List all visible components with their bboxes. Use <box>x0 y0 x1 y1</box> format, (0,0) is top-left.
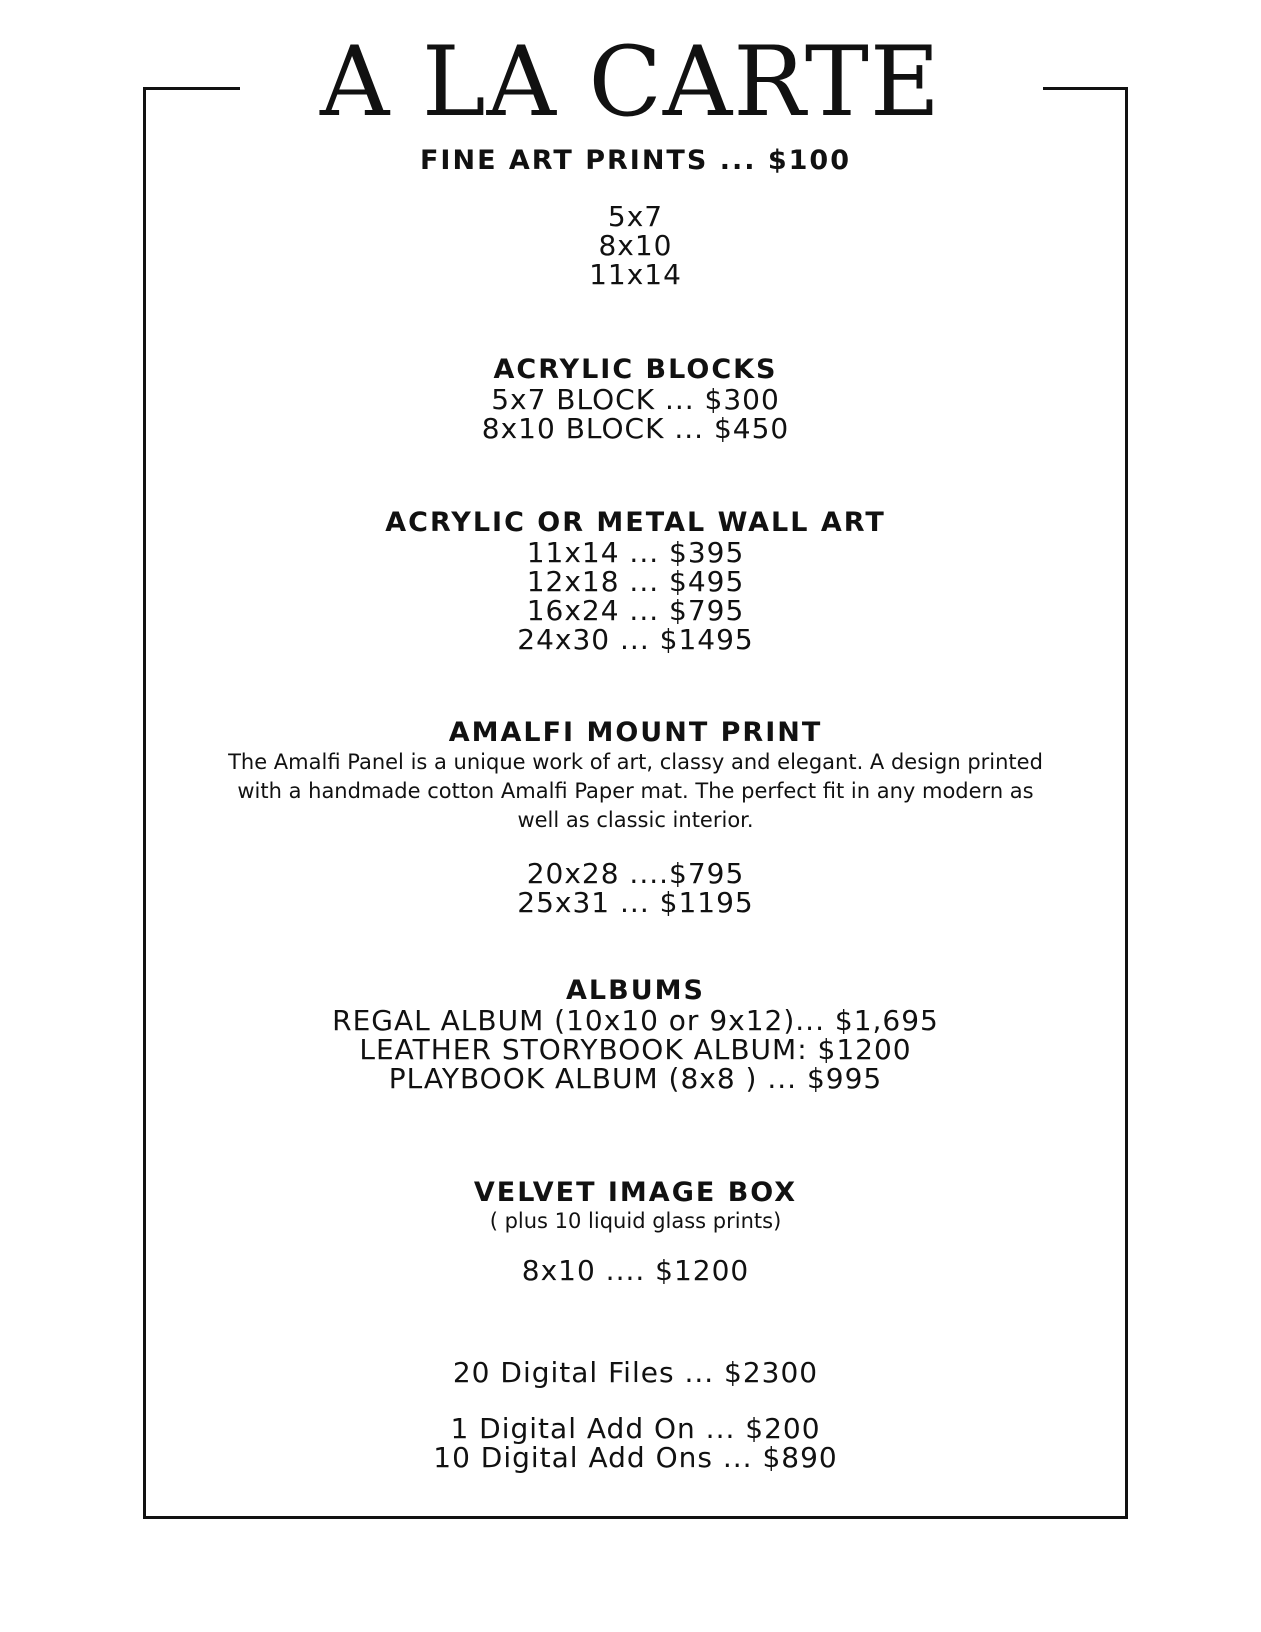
fine-art-size: 8x10 <box>598 229 673 262</box>
velvet-box-heading: VELVET IMAGE BOX <box>473 1177 798 1208</box>
amalfi-item: 20x28 ....$795 <box>526 857 745 890</box>
wall-art-item: 11x14 ... $395 <box>526 536 745 569</box>
section-wall-art <box>143 508 1128 654</box>
wall-art-item: 16x24 ... $795 <box>526 594 745 627</box>
wall-art-heading: ACRYLIC OR METAL WALL ART <box>385 507 886 538</box>
page-title: A LA CARTE <box>320 26 941 138</box>
section-acrylic-blocks <box>143 355 1128 443</box>
velvet-box-item: 8x10 .... $1200 <box>521 1254 750 1287</box>
section-albums <box>143 976 1128 1093</box>
acrylic-block-item: 8x10 BLOCK ... $450 <box>481 412 790 445</box>
acrylic-block-item: 5x7 BLOCK ... $300 <box>491 383 780 416</box>
amalfi-description: The Amalfi Panel is a unique work of art, classy and elegant. A design printed with a handmade cotton Amalfi Paper mat. The perfect fit in any modern as well as classic interior. <box>228 750 1043 832</box>
digital-add-on: 10 Digital Add Ons ... $890 <box>433 1441 838 1474</box>
fine-art-size: 11x14 <box>589 258 682 291</box>
velvet-box-note: ( plus 10 liquid glass prints) <box>489 1209 782 1233</box>
amalfi-item: 25x31 ... $1195 <box>517 886 754 919</box>
wall-art-item: 24x30 ... $1495 <box>517 623 754 656</box>
section-digital <box>143 1358 1128 1472</box>
section-velvet-image-box <box>143 1178 1128 1285</box>
acrylic-blocks-heading: ACRYLIC BLOCKS <box>493 354 778 385</box>
fine-art-heading: FINE ART PRINTS ... $100 <box>419 145 852 176</box>
album-item: PLAYBOOK ALBUM (8x8 ) ... $995 <box>388 1062 883 1095</box>
amalfi-heading: AMALFI MOUNT PRINT <box>448 717 823 748</box>
fine-art-size: 5x7 <box>607 200 664 233</box>
albums-heading: ALBUMS <box>566 975 705 1006</box>
album-item: REGAL ALBUM (10x10 or 9x12)... $1,695 <box>332 1004 939 1037</box>
digital-files: 20 Digital Files ... $2300 <box>452 1356 819 1389</box>
wall-art-item: 12x18 ... $495 <box>526 565 745 598</box>
section-amalfi-mount-print <box>143 718 1128 917</box>
section-fine-art-prints <box>143 146 1128 289</box>
album-item: LEATHER STORYBOOK ALBUM: $1200 <box>359 1033 912 1066</box>
digital-add-on: 1 Digital Add On ... $200 <box>450 1412 821 1445</box>
